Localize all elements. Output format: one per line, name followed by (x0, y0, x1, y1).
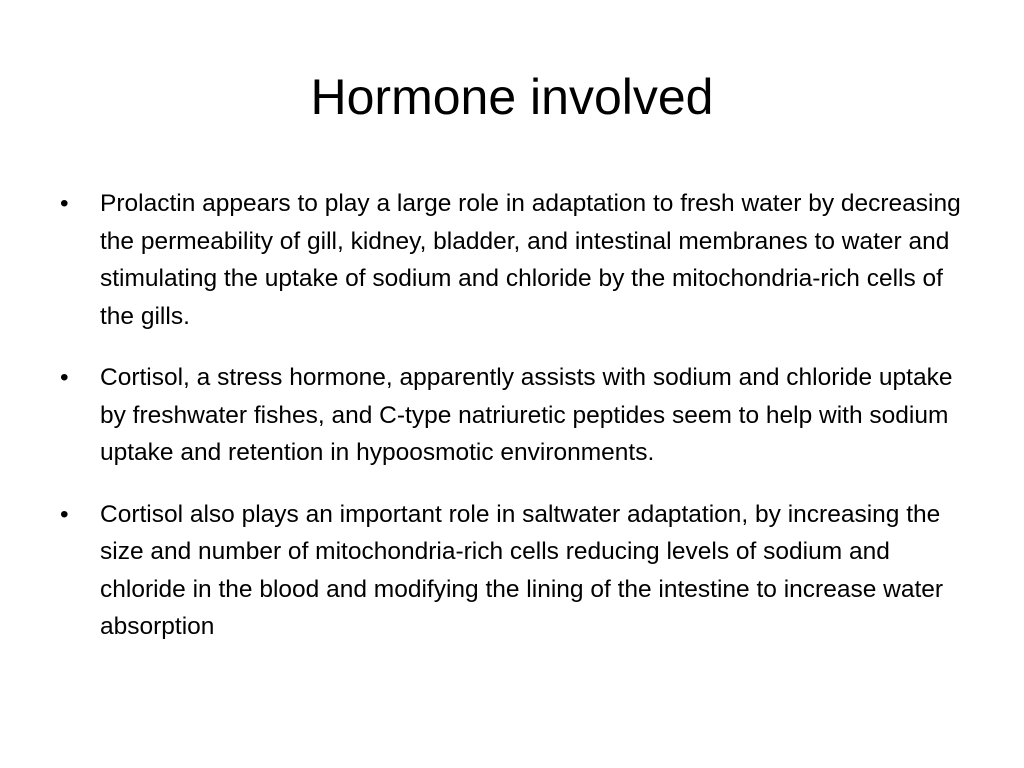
bullet-item-prolactin (60, 185, 970, 335)
slide-title: Hormone involved (310, 69, 714, 125)
bullet-text: Prolactin appears to play a large role in adaptation to fresh water by decreasing the permeability of gill, kidney, bladder, and intestinal membranes to water and stimulating the uptake of sodium and chloride by the mitochondria-rich cells of the gills. (100, 190, 961, 330)
bullet-item-cortisol-freshwater (60, 359, 970, 472)
bullet-item-cortisol-saltwater (60, 496, 970, 646)
bullet-icon: • (60, 364, 69, 391)
bullet-text: Cortisol also plays an important role in saltwater adaptation, by increasing the size and number of mitochondria-rich cells reducing levels of sodium and chloride in the blood and modifying the lining of the intestine to increase water absorption (100, 500, 944, 640)
bullet-list (60, 185, 970, 646)
bullet-text: Cortisol, a stress hormone, apparently assists with sodium and chloride uptake by freshwater fishes, and C-type natriuretic peptides seem to help with sodium uptake and retention in hypoosmotic environments. (100, 364, 953, 466)
bullet-icon: • (60, 500, 69, 528)
bullet-icon: • (60, 190, 69, 217)
